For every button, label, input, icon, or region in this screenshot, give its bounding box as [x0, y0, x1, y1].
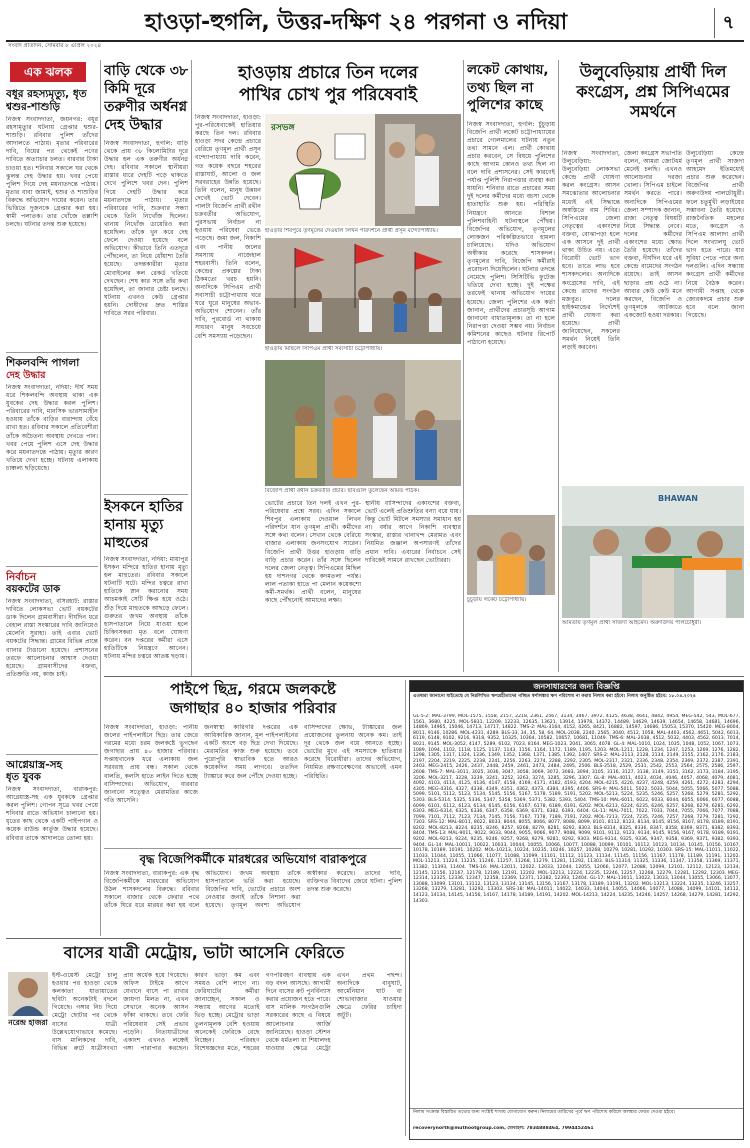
brief-4-body: নিজস্ব সংবাদদাতা, বারাকপুর: আগ্নেয়াস্ত্র-সহ এক যুবককে গ্রেপ্তার করল পুলিশ। গোপন সূত্রে খবর পেয়ে শনিবার রাতে অভিযান চালানো হয়। ধৃতের কাছ থেকে একটি পাইপগান ও কয়েক রাউন্ড কার্তুজ উদ্ধার হয়েছে। রবিবার তাকে আদালতে তোলা হয়।	[6, 786, 98, 842]
masthead-rule	[6, 40, 744, 42]
byline-name: নরেন্দ্র হাজরা	[8, 1018, 48, 1027]
rally-photo	[265, 238, 461, 344]
story-locket-body: নিজস্ব সংবাদদাতা, হুগলি: চুঁচুড়ায় বিজেপি প্রার্থী লকেট চট্টোপাধ্যায়ের প্রচারে গোলমালের ঘটনায় নতুন তথ্য সামনে এল। প্রার্থী কোথায় প্রচার করবেন, সে বিষয়ে পুলিশের কাছে আগাম কোনও তথ্য ছিল না বলে দাবি প্রশাসনের। সেই কারণেই পর্যাপ্ত পুলিশি নিরাপত্তার ব্যবস্থা করা যায়নি। শনিবার রাতে প্রচারের সময় দুই দলের কর্মীদের মধ্যে বচসা থেকে হাতাহাতি শুরু হয়। পরিস্থিতি নিয়ন্ত্রণে আনতে বিশাল পুলিশবাহিনী ঘটনাস্থলে পৌঁছয়। বিজেপির অভিযোগ, তৃণমূলের লোকজন পরিকল্পিতভাবে হামলা চালিয়েছে। যদিও অভিযোগ অস্বীকার করেছে শাসকদল। তৃণমূলের দাবি, বিজেপি কর্মীরাই প্ররোচনা দিয়েছিলেন। ঘটনার তদন্তে নেমেছে পুলিশ। সিসিটিভি ফুটেজ খতিয়ে দেখা হচ্ছে। দুই পক্ষের তরফেই থানায় অভিযোগ দায়ের হয়েছে। জেলা পুলিশের এক কর্তা জানান, প্রার্থীদের প্রচারসূচি আগাম জানানো বাধ্যতামূলক। তা না হলে নিরাপত্তা দেওয়া সম্ভব নয়। নির্বাচন কমিশনের কাছেও ঘটনার রিপোর্ট পাঠানো হয়েছে।	[467, 120, 555, 347]
notice-footer: নিলাম সংক্রান্ত বিস্তারিত তথ্যের জন্য সংশ্লিষ্ট শাখায় যোগাযোগ করুন। নিলামের তারিখের পূর্বে ঋণ পরিশোধ করিলে অলঙ্কার ফেরত দেওয়া হইবে।	[410, 1108, 743, 1126]
campaign-photo-1-caption: হাওড়ার শিবপুরে তৃণমূলের দেওয়াল লিখন পরিদর্শনে প্রার্থী প্রসূন বন্দ্যোপাধ্যায়।	[265, 228, 438, 234]
uluberia-photo-caption: আমতায় তৃণমূল প্রার্থী সাজদা আহমেদ। অরুণউদয় পালচৌধুরী।	[562, 620, 702, 626]
brief-2-body: নিজস্ব সংবাদদাতা, নদিয়া: দীর্ঘ সময় ধরে শিকলবন্দি অবস্থায় থাকা এক যুবকের দেহ উদ্ধার করল পুলিশ। পরিবারের দাবি, মানসিক ভারসাম্যহীন হওয়ায় তাঁকে বাড়ির বারান্দায় বেঁধে রাখা হত। রবিবার সকালে প্রতিবেশীরা তাঁকে অচৈতন্য অবস্থায় দেখতে পান। খবর পেয়ে পুলিশ এসে দেহ উদ্ধার করে ময়নাতদন্তে পাঠায়। মৃত্যুর কারণ খতিয়ে দেখা হচ্ছে। ঘটনায় এলাকায় চাঞ্চল্য ছড়িয়েছে।	[6, 384, 98, 472]
masthead	[6, 6, 744, 40]
story-bus	[6, 942, 402, 1142]
story-woman-headline: বাড়ি থেকে ৩৮ কিমি দূরে তরুণীর অর্ধনগ্ন দেহ উদ্ধার	[104, 63, 188, 133]
story-bus-body: ইস্ট-ওয়েস্ট মেট্রো চালু হওয়ার পর হাওড়া থেকে কলকাতা যাতায়াতের ছবিটা অনেকটাই বদলে গিয়েছে। গঙ্গার নিচ দিয়ে মেট্রো ছোটার পর থেকে বাসের যাত্রী উল্লেখযোগ্যভাবে কমেছে। বাস মালিকদের দাবি, বিভিন্ন রুটে যাত্রীসংখ্যা প্রায় অর্ধেক হয়ে গিয়েছে। অফিস টাইমে আগে যেখানে বাসে পা রাখার জায়গা মিলত না, এখন সেখানে অনেক আসন ফাঁকা থাকছে। তবে ফেরি পরিষেবায় সেই প্রভাব পড়েনি। নিত্যযাত্রীদের একাংশ এখনও লঞ্চেই গঙ্গা পারাপার করছেন। কারণ ভাড়া কম এবং সময়ও বেশি লাগে না। ফেরিঘাটের কর্মীরা জানাচ্ছেন, সকাল ও সন্ধ্যায় আগের মতোই ভিড় হচ্ছে। মেট্রোর ভাড়া তুলনামূলক বেশি হওয়ায় অনেকেই ফেরিকে বেছে নিচ্ছেন। পরিবহণ বিশেষজ্ঞদের মতে, শহরের গণপরিবহণ ব্যবস্থায় এক বড় বদল আসছে। আগামী দিনে বাসের রুট পুনর্বিন্যাস করার প্রয়োজন হতে পারে। বাস মালিক সংগঠনগুলি সরকারের কাছে এ বিষয়ে আলোচনার আর্জি জানিয়েছে। হাওড়া স্টেশন থেকে ধর্মতলা বা শিয়ালদহ যাওয়ার ক্ষেত্রে মেট্রো এখন প্রথম পছন্দ। অন্যদিকে বাবুঘাট, আর্মেনিয়ান ঘাট বা শোভাবাজার যাওয়ার ক্ষেত্রে ফেরির চাহিদা অটুট।	[52, 972, 402, 1052]
story-elephant	[104, 498, 188, 674]
story-bus-headline: বাসের যাত্রী মেট্রোয়, ভাটা আসেনি ফেরিতে	[63, 943, 345, 962]
brief-2-subhead: দেহ উদ্ধার	[6, 370, 46, 381]
brief-divider	[100, 60, 101, 936]
notice-title: জনসাধারণের জন্য বিজ্ঞপ্তি	[410, 681, 743, 692]
story-water-col3: বাসিন্দাদের ক্ষোভ, ট্যাঙ্কারের জল প্রয়োজনের তুলনায় অনেক কম। তাই দূর থেকে জল বয়ে আনতে হচ্ছে। ভোটের মুখে এই সমস্যাকে হাতিয়ার করেছে বিরোধীরা। তাদের অভিযোগ, নিয়মিত রক্ষণাবেক্ষণের অভাবেই এমন পরিস্থিতি।	[304, 724, 402, 780]
bjp-campaign-photo	[265, 360, 461, 486]
byline-photo	[8, 972, 48, 1016]
campaign-photo-1	[265, 114, 461, 226]
story-water	[104, 680, 402, 846]
story-uluberia	[562, 62, 744, 674]
story-uluberia-col2: জেলা কংগ্রেস সভাপতি বলেন, আমরা জোটধর্ম মেনেই চলছি। এখনও আলোচনার দরজা খোলা। সিপিএম চাইলে সমর্থন করতে পারে। অন্যদিকে সিপিএমের জেলা সম্পাদক জানান, রাজ্য নেতৃত্ব বিষয়টি নিয়ে সিদ্ধান্ত নেবে। দলের কর্মীদের একাংশের মধ্যে ক্ষোভ তৈরি হয়েছে। তাঁদের বক্তব্য, দীর্ঘদিন ধরে এই কেন্দ্রে বামেদের সংগঠন রয়েছে। তাই আসন ছাড়ার প্রশ্ন ওঠে না। আবার কেউ কেউ মনে করছেন, বিজেপি ও তৃণমূলকে আটকাতে একজোট হওয়া দরকার।	[624, 150, 682, 319]
brief-1-headline: বধূর রহস্যমৃত্যু, ধৃত শ্বশুর-শাশুড়ি	[6, 88, 87, 113]
story-water-headline-2: জগাছার ৪০ হাজার পরিবার	[169, 699, 337, 717]
avatar	[8, 972, 48, 1016]
campaign-photo-2	[265, 238, 461, 344]
story-howrah-col1: নিজস্ব সংবাদদাতা, হাওড়া: পুর-পরিষেবাকেই হাতিয়ার করছে তিন দল। রবিবার হাওড়া সদর কেন্দ্রে প্রচারে বেরিয়ে তৃণমূল প্রার্থী প্রসূন বন্দ্যোপাধ্যায় দাবি করেন, গত কয়েক বছরে শহরের রাস্তাঘাট, আলো ও জল সরবরাহের উন্নতি হয়েছে। তিনি বলেন, মানুষ উন্নয়ন দেখেই ভোট দেবেন। পালটা বিজেপি প্রার্থী রথীন চক্রবর্তীর অভিযোগ, পুরসভায় নির্বাচন না হওয়ায় পরিষেবা ভেঙে পড়েছে। জমা জল, নিকাশি এবং পানীয় জলের সমস্যায় নাজেহাল শহরবাসী। তিনি বলেন, কেন্দ্রের প্রকল্পের টাকা ঠিকমতো খরচ হয়নি। অন্যদিকে সিপিএম প্রার্থী সব্যসাচী চট্টোপাধ্যায় ঘরে ঘরে ঘুরে মানুষের অভাব-অভিযোগ শোনেন। তাঁর দাবি, পুরবোর্ড না থাকায় সাধারণ মানুষ সবচেয়ে বেশি সমস্যায় পড়েছেন।	[195, 114, 261, 340]
col4-divider	[558, 60, 559, 672]
story-woman	[104, 62, 188, 492]
campaign-photo-3	[265, 360, 461, 486]
auction-notice	[409, 680, 744, 1140]
col2-divider	[191, 60, 192, 676]
story-locket-headline: লকেট কোথায়, তথ্য ছিল না পুলিশের কাছে	[467, 62, 549, 113]
story-uluberia-headline: উলুবেড়িয়ায় প্রার্থী দিল কংগ্রেস, প্রশ্ন সিপিএমের সমর্থনে	[576, 62, 730, 121]
story-uluberia-col3: উলুবেড়িয়া কেন্দ্রে তৃণমূল প্রার্থী সাজদা আহমেদ ইতিমধ্যেই প্রচার শুরু করেছেন। বিজেপির প্রার্থী অরুণউদয় পালচৌধুরী। ফলে চতুর্মুখী লড়াইয়ের সম্ভাবনা তৈরি হয়েছে। রাজনৈতিক মহলের মতে, কংগ্রেস ও সিপিএম আলাদা প্রার্থী দিলে সংখ্যালঘু ভোট ভাগ হতে পারে। যার সুবিধা পেতে পারে অন্য দলগুলি। এদিন সন্ধ্যায় কংগ্রেস প্রার্থী কর্মীদের নিয়ে বৈঠক করেন। আগামী সপ্তাহ থেকে জোরকদমে প্রচার শুরু হবে বলে জানা গিয়েছে।	[686, 150, 744, 319]
campaign-photo-3-caption: বিজেপি প্রার্থী রথীন চক্রবর্তীর প্রচার। ছবিগুলি তুলেছেন অমিত পাঠক।	[265, 488, 420, 494]
story-elephant-headline: ইসকনে হাতির হানায় মৃত্যু মাহুতের	[104, 499, 183, 551]
brief-4-subhead: ধৃত যুবক	[6, 772, 41, 783]
uluberia-photo	[562, 486, 744, 618]
story-locket	[467, 62, 555, 674]
story-woman-rule	[104, 494, 188, 495]
locket-photo-image	[467, 515, 555, 595]
water-rule	[104, 848, 402, 849]
story-water-headline-1: পাইপে ছিদ্র, গরমে জলকষ্টে	[170, 680, 336, 698]
bus-rule	[6, 938, 402, 939]
notice-contact: recoverynorth@muthootgroup.com, মোবাইল: 7834888464, 7994452461	[413, 1126, 594, 1131]
brief-column	[6, 62, 98, 938]
notice-body: GL-5-2: MAL-3799, MOL-1575, 1558, 2157, 2218, 2361, 2567, 3134, 3467, 3972, 4125, 4638, 4641, 4842, 4954, MEG-542, 543, MOL-677, 1561, 3680, 4225, MOL-5831, 12209, 12233, 12635, 13621, 13914, 13978, 14372, 14489, 14629, 14639, 14654, 14658, 14681, 14696, 14869, 14965, 15046, 14713, 14717, 14822. TMS-2: MAL-3164, 4152, 4265, 8421, 16882, 14597, 14686, 15053, 15370, 15420. MEG-8004, 8011, 9146, 10286. MOL-4231, 4289. BLS-33, 34, 35, 58, 64, MOL-2038, 2240, 2565, 3040, 4512, 1058, MAL-4403, 4562, 4651, 5042, 6013, 6119, 6148, 9102, 9216, 9318, 9352, 10325, 10364, 10582, 10657, 10681, 11049. TMS-6: MAL-2038, 4512, 5032, 4403, 4562, 6013, 7014, 8021, 9145. MOL-3052, 4147, 5289, 6102, 7023, 8164. MEG-1023, 2041, 3065, 4078. GL-4: MAL-1010, 1024, 1035, 1048, 1052, 1067, 1073, 1089, 1094, 1102, 1118, 1125, 1137, 1143, 1156, 1164, 1172, 1189, 1195, 1203. MOL-1211, 1228, 1234, 1247, 1253, 1269, 1276, 1282, 1298, 1305, 1317, 1324, 1336, 1349, 1352, 1368, 1371, 1385, 1392, 1407. SRS-2: MAL-2113, 2128, 2134, 2149, 2155, 2162, 2176, 2183, 2197, 2204, 2219, 2225, 2238, 2241, 2256, 2263, 2274, 2288, 2292, 2305. MOL-2317, 2321, 2336, 2348, 2354, 2369, 2372, 2387, 2391, 2403. MEG-2415, 2426, 2437, 2448, 2459, 2461, 2473, 2484, 2495, 2506. BLS-2518, 2529, 2531, 2542, 2553, 2564, 2575, 2586, 2597, 2608. TMS-7: MAL-3011, 3025, 3036, 3047, 3058, 3069, 3072, 3083, 3094, 3105, 3116, 3127, 3138, 3149, 3151, 3162, 3173, 3184, 3195, 3206. MOL-3217, 3228, 3239, 3241, 3252, 3263, 3274, 3285, 3296, 3307. GL-8: MAL-4011, 4023, 4034, 4046, 4057, 4068, 4079, 4081, 4092, 4103, 4114, 4125, 4136, 4147, 4158, 4169, 4171, 4182, 4193, 4204. MOL-4215, 4226, 4237, 4248, 4259, 4261, 4272, 4283, 4294, 4305. MEG-4316, 4327, 4338, 4349, 4351, 4362, 4373, 4384, 4395, 4406. SRS-9: MAL-5011, 5022, 5033, 5044, 5055, 5066, 5077, 5088, 5099, 5101, 5112, 5123, 5134, 5145, 5156, 5167, 5178, 5189, 5191, 5202. MOL-5213, 5224, 5235, 5246, 5257, 5268, 5279, 5281, 5292, 5303. BLS-5314, 5325, 5336, 5347, 5358, 5369, 5371, 5382, 5393, 5404. TMS-10: MAL-6011, 6022, 6033, 6044, 6055, 6066, 6077, 6088, 6099, 6101, 6112, 6123, 6134, 6145, 6156, 6167, 6178, 6189, 6191, 6202. MOL-6213, 6224, 6235, 6246, 6257, 6268, 6279, 6281, 6292, 6303. MEG-6314, 6325, 6336, 6347, 6358, 6369, 6371, 6382, 6393, 6404. GL-11: MAL-7011, 7022, 7033, 7044, 7055, 7066, 7077, 7088, 7099, 7101, 7112, 7123, 7134, 7145, 7156, 7167, 7178, 7189, 7191, 7202. MOL-7213, 7224, 7235, 7246, 7257, 7268, 7279, 7281, 7292, 7303. SRS-12: MAL-8011, 8022, 8033, 8044, 8055, 8066, 8077, 8088, 8099, 8101, 8112, 8123, 8134, 8145, 8156, 8167, 8178, 8189, 8191, 8202. MOL-8213, 8224, 8235, 8246, 8257, 8268, 8279, 8281, 8292, 8303. BLS-8314, 8325, 8336, 8347, 8358, 8369, 8371, 8382, 8393, 8404. TMS-13: MAL-9011, 9022, 9033, 9044, 9055, 9066, 9077, 9088, 9099, 9101, 9112, 9123, 9134, 9145, 9156, 9167, 9178, 9189, 9191, 9202. MOL-9213, 9224, 9235, 9246, 9257, 9268, 9279, 9281, 9292, 9303. MEG-9314, 9325, 9336, 9347, 9358, 9369, 9371, 9382, 9393, 9404. GL-14: MAL-10011, 10022, 10033, 10044, 10055, 10066, 10077, 10088, 10099, 10101, 10112, 10123, 10134, 10145, 10156, 10167, 10178, 10189, 10191, 10202. MOL-10213, 10224, 10235, 10246, 10257, 10268, 10279, 10281, 10292, 10303. SRS-15: MAL-11011, 11022, 11033, 11044, 11055, 11066, 11077, 11088, 11099, 11101, 11112, 11123, 11134, 11145, 11156, 11167, 11178, 11189, 11191, 11202. MOL-11213, 11224, 11235, 11246, 11257, 11268, 11279, 11281, 11292, 11303. BLS-11314, 11325, 11336, 11347, 11358, 11369, 11371, 11382, 11393, 11404. TMS-16: MAL-12011, 12022, 12033, 12044, 12055, 12066, 12077, 12088, 12099, 12101, 12112, 12123, 12134, 12145, 12156, 12167, 12178, 12189, 12191, 12202. MOL-12213, 12224, 12235, 12246, 12257, 12268, 12279, 12281, 12292, 12303. MEG-12314, 12325, 12336, 12347, 12358, 12369, 12371, 12382, 12393, 12404. GL-17: MAL-13011, 13022, 13033, 13044, 13055, 13066, 13077, 13088, 13099, 13101, 13112, 13123, 13134, 13145, 13156, 13167, 13178, 13189, 13191, 13202. MOL-13213, 13224, 13235, 13246, 13257, 13268, 13279, 13281, 13292, 13303. SRS-18: MAL-14011, 14022, 14033, 14044, 14055, 14066, 14077, 14088, 14099, 14101, 14112, 14123, 14134, 14145, 14156, 14167, 14178, 14189, 14191, 14202. MOL-14213, 14224, 14235, 14246, 14257, 14268, 14279, 14281, 14292, 14303.	[413, 714, 740, 904]
cartoon-label: রসভঙ্গ	[271, 123, 295, 133]
story-elephant-body: নিজস্ব সংবাদদাতা, নদিয়া: মায়াপুর ইসকন মন্দিরে হাতির হানায় মৃত্যু হল মাহুতের। রবিবার সকালে ঘটনাটি ঘটে। মন্দির চত্বরে রাখা হাতিকে স্নান করানোর সময় আচমকাই সেটি ক্ষিপ্ত হয়ে ওঠে। শুঁড় দিয়ে মাহুতকে আছড়ে ফেলে। গুরুতর জখম অবস্থায় তাঁকে হাসপাতালে নিয়ে যাওয়া হলে চিকিৎসকরা মৃত বলে ঘোষণা করেন। বন দপ্তরের কর্মীরা এসে হাতিটিকে নিয়ন্ত্রণে আনেন। ঘটনায় মন্দির চত্বরে আতঙ্ক ছড়ায়।	[104, 556, 188, 661]
story-water-col2: জনস্বাস্থ্য কারিগরি দপ্তরের এক আধিকারিক জানান, মূল পাইপলাইনের একটি অংশে বড় ছিদ্র দেখা দিয়েছে। মেরামতির কাজ শুরু হয়েছে। তবে পুরোপুরি স্বাভাবিক হতে আরও কয়েকদিন সময় লাগবে। ততদিন ট্যাঙ্কারে করে জল পৌঁছে দেওয়া হচ্ছে।	[204, 724, 298, 780]
story-howrah-col2: ভোটের প্রচারে তিন দলই এখন পুর-পরিষেবার প্রশ্নে সরব। এদিন সকালে শিবপুর এলাকায় দেওয়াল লিখন পরিদর্শনে যান তৃণমূল প্রার্থী। কর্মীদের সঙ্গে কথা বলেন। সেখান থেকে বেরিয়ে বাজার এলাকায় জনসংযোগ সারেন। বিজেপি প্রার্থী উত্তর হাওড়ায় বাড়ি বাড়ি প্রচার করেন। তাঁর সঙ্গে ছিলেন দলের জেলা নেতৃত্ব। সিপিএমের মিছিল হয় দাশনগর থেকে কদমতলা পর্যন্ত। লাল পতাকা হাতে পা মেলান কয়েকশো কর্মী-সমর্থক। প্রার্থী বলেন, মানুষের কাছে পৌঁছনোই আমাদের লক্ষ্য।	[265, 500, 361, 605]
story-bjp-worker-body: নিজস্ব সংবাদদাতা, বারাকপুর: এক বৃদ্ধ বিজেপিকর্মীকে মারধরের অভিযোগ উঠল শাসকদলের বিরুদ্ধে। রবিবার সকালে বাজার থেকে ফেরার পথে তাঁকে ঘিরে ধরে মারধর করা হয় বলে অভিযোগ। জখম অবস্থায় তাঁকে হাসপাতালে ভর্তি করা হয়েছে। বিজেপির দাবি, ভোটের প্রচারে অংশ নেওয়ার জন্যই তাঁকে নিশানা করা হয়েছে। তৃণমূল অবশ্য অভিযোগ অস্বীকার করেছে। তাদের দাবি, ব্যক্তিগত বিবাদের জেরে ঘটনা। পুলিশ তদন্ত শুরু করেছে।	[104, 870, 402, 910]
page-number: ৭	[714, 8, 742, 38]
story-woman-body: নিজস্ব সংবাদদাতা, হুগলি: বাড়ি থেকে প্রায় ৩৮ কিলোমিটার দূরে উদ্ধার হল এক তরুণীর অর্ধনগ্ন দেহ। রবিবার সকালে স্থানীয়রা রাস্তার ধারে দেহটি পড়ে থাকতে দেখে পুলিশে খবর দেন। পুলিশ গিয়ে দেহটি উদ্ধার করে ময়নাতদন্তে পাঠায়। মৃতার পরিবারের দাবি, শুক্রবার সন্ধ্যা থেকে তিনি নিখোঁজ ছিলেন। থানায় নিখোঁজ ডায়েরিও করা হয়েছিল। তাঁকে খুন করে দেহ ফেলে দেওয়া হয়েছে বলে অভিযোগ। কীভাবে তিনি এতদূরে পৌঁছলেন, তা নিয়ে ধোঁয়াশা তৈরি হয়েছে। তদন্তকারীরা মৃতার মোবাইলের কল রেকর্ড খতিয়ে দেখছেন। শেষ কার সঙ্গে তাঁর কথা হয়েছিল, তা জানার চেষ্টা চলছে। ঘটনায় এখনও কেউ গ্রেপ্তার হয়নি। দোষীদের দ্রুত শাস্তির দাবিতে সরব পরিবার।	[104, 140, 188, 317]
story-howrah-col3: স্থানীয় বাসিন্দাদের একাংশের বক্তব্য, ভোট এলেই প্রতিশ্রুতির বন্যা বয়ে যায়। কিন্তু ভোট মিটলে সমস্যার সমাধান হয় না। বর্ষার আগে নিকাশি ব্যবস্থার সংস্কার, রাস্তার খানাখন্দ মেরামত এবং নিয়মিত জঞ্জাল অপসারণই তাঁদের প্রধান দাবি। এবারের নির্বাচনে সেই দাবিকেই সামনে রাখছেন ভোটাররা।	[365, 500, 461, 564]
mid-rule	[104, 676, 744, 677]
col3-divider	[463, 60, 464, 672]
brief-4-headline: আগ্নেয়াস্ত্র-সহ	[6, 754, 98, 772]
brief-3-subhead: বয়কটের ডাক	[6, 584, 61, 595]
locket-photo-caption: চুঁচুড়ায় লকেট চট্টোপাধ্যায়।	[467, 596, 527, 603]
brief-3-body: নিজস্ব সংবাদদাতা, বসিরহাট: রাস্তার দাবিতে লোকসভা ভোট বয়কটের ডাক দিলেন গ্রামবাসীরা। দীর্ঘদিন ধরে বেহাল রাস্তা সংস্কারের দাবি জানিয়েও মেলেনি সুরাহা। তাই এবার ভোট বয়কটের সিদ্ধান্ত। গ্রামের বিভিন্ন প্রান্তে ব্যানার টাঙানো হয়েছে। প্রশাসনের তরফে আলোচনার আশ্বাস দেওয়া হয়েছে। গ্রামবাসীদের বক্তব্য, প্রতিশ্রুতি নয়, কাজ চাই।	[6, 598, 98, 678]
story-howrah-headline-1: হাওড়ায় প্রচারে তিন দলের	[238, 63, 418, 83]
story-bjp-worker-headline: বৃদ্ধ বিজেপিকর্মীকে মারধরের অভিযোগ বারাকপুরে	[139, 852, 367, 866]
masthead-title: হাওড়া-হুগলি, উত্তর-দক্ষিণ ২৪ পরগনা ও নদিয়া	[144, 10, 568, 35]
story-uluberia-col1: নিজস্ব সংবাদদাতা, উলুবেড়িয়া: উলুবেড়িয়া লোকসভা কেন্দ্রে প্রার্থী ঘোষণা করল কংগ্রেস। আসন সমঝোতার আলোচনার মধ্যেই এই সিদ্ধান্তে অস্বস্তিতে বাম শিবির। সিপিএমের জেলা নেতৃত্বের একাংশের বক্তব্য, বোঝাপড়া হলে এক আসনে দুই প্রার্থী থাকা উচিত নয়। এতে বিরোধী ভোট ভাগ হবে। তাতে লাভ হবে শাসকদলের। অন্যদিকে কংগ্রেসের দাবি, এই কেন্দ্রে তাদের সংগঠন মজবুত। দলের হাইকমান্ডের নির্দেশেই প্রার্থী ঘোষণা করা হয়েছে। প্রার্থী জানিয়েছেন, সকলের সমর্থন নিয়েই তিনি লড়াই করবেন।	[562, 150, 620, 352]
brief-1-body: নিজস্ব সংবাদদাতা, জয়নগর: বধূর রহস্যমৃত্যুর ঘটনায় গ্রেপ্তার শ্বশুর-শাশুড়ি। রবিবার পুলিশ তাঁদের আদালতে পাঠায়। মৃতার পরিবারের দাবি, বিয়ের পর থেকেই পণের দাবিতে অত্যাচার চলত। বারবার টাকা চাওয়া হত। শনিবার সকালে ঘর থেকে ঝুলন্ত দেহ উদ্ধার হয়। খবর পেয়ে পুলিশ গিয়ে দেহ ময়নাতদন্তে পাঠায়। মৃতার বাবা জামাই, শ্বশুর ও শাশুড়ির বিরুদ্ধে অভিযোগ দায়ের করেন। তার ভিত্তিতে দুজনকে গ্রেপ্তার করা হয়। স্বামী পলাতক। তার খোঁজে তল্লাশি চলছে। ঘটনার তদন্ত শুরু হয়েছে।	[6, 116, 98, 229]
uluberia-photo-image	[562, 486, 744, 618]
story-bjp-worker	[104, 852, 402, 934]
dateline: সংবাদ প্রতিদিন, সোমবার ৮ এপ্রিল ২০২৪	[8, 43, 102, 49]
campaign-photo-2-caption: হাওড়ায় মিছিলে সিপিএম প্রার্থী সব্যসাচী চট্টোপাধ্যায়।	[265, 346, 383, 352]
story-howrah-headline-2: পাখির চোখ পুর পরিষেবাই	[239, 85, 417, 105]
brief-2-headline: শিকলবন্দি পাগলা	[6, 352, 98, 370]
uluberia-photo-text: BHAWAN	[658, 494, 698, 503]
brief-3-headline: নির্বাচন	[6, 566, 98, 584]
story-howrah	[195, 62, 461, 674]
notice-header: এতদ্বারা জানানো যাইতেছে যে নিম্নলিখিত ঋণগ্রহীতাদের গচ্ছিত স্বর্ণালঙ্কার ঋণ পরিশোধ না করায় নিলাম করা হইবে। নিলাম অনুষ্ঠিত হইবে: ১৮.০৪.২০২৪	[413, 694, 696, 699]
story-water-col1: নিজস্ব সংবাদদাতা, হাওড়া: পানীয় জলের পাইপলাইনে ছিদ্র। তার জেরে গরমের মধ্যে চরম জলকষ্টে ভুগছেন জগাছার প্রায় ৪০ হাজার পরিবার। সপ্তাহখানেক ধরে এলাকায় জল সরবরাহ প্রায় বন্ধ। সকাল থেকে বালতি, কলসি হাতে লাইন দিতে হচ্ছে বাসিন্দাদের। অভিযোগ, বারবার জানানো সত্ত্বেও মেরামতির কাজে গতি আসেনি।	[104, 724, 198, 804]
notice-divider	[405, 680, 406, 1136]
brief-tag: এক ঝলক	[10, 62, 86, 82]
locket-photo	[467, 515, 555, 595]
